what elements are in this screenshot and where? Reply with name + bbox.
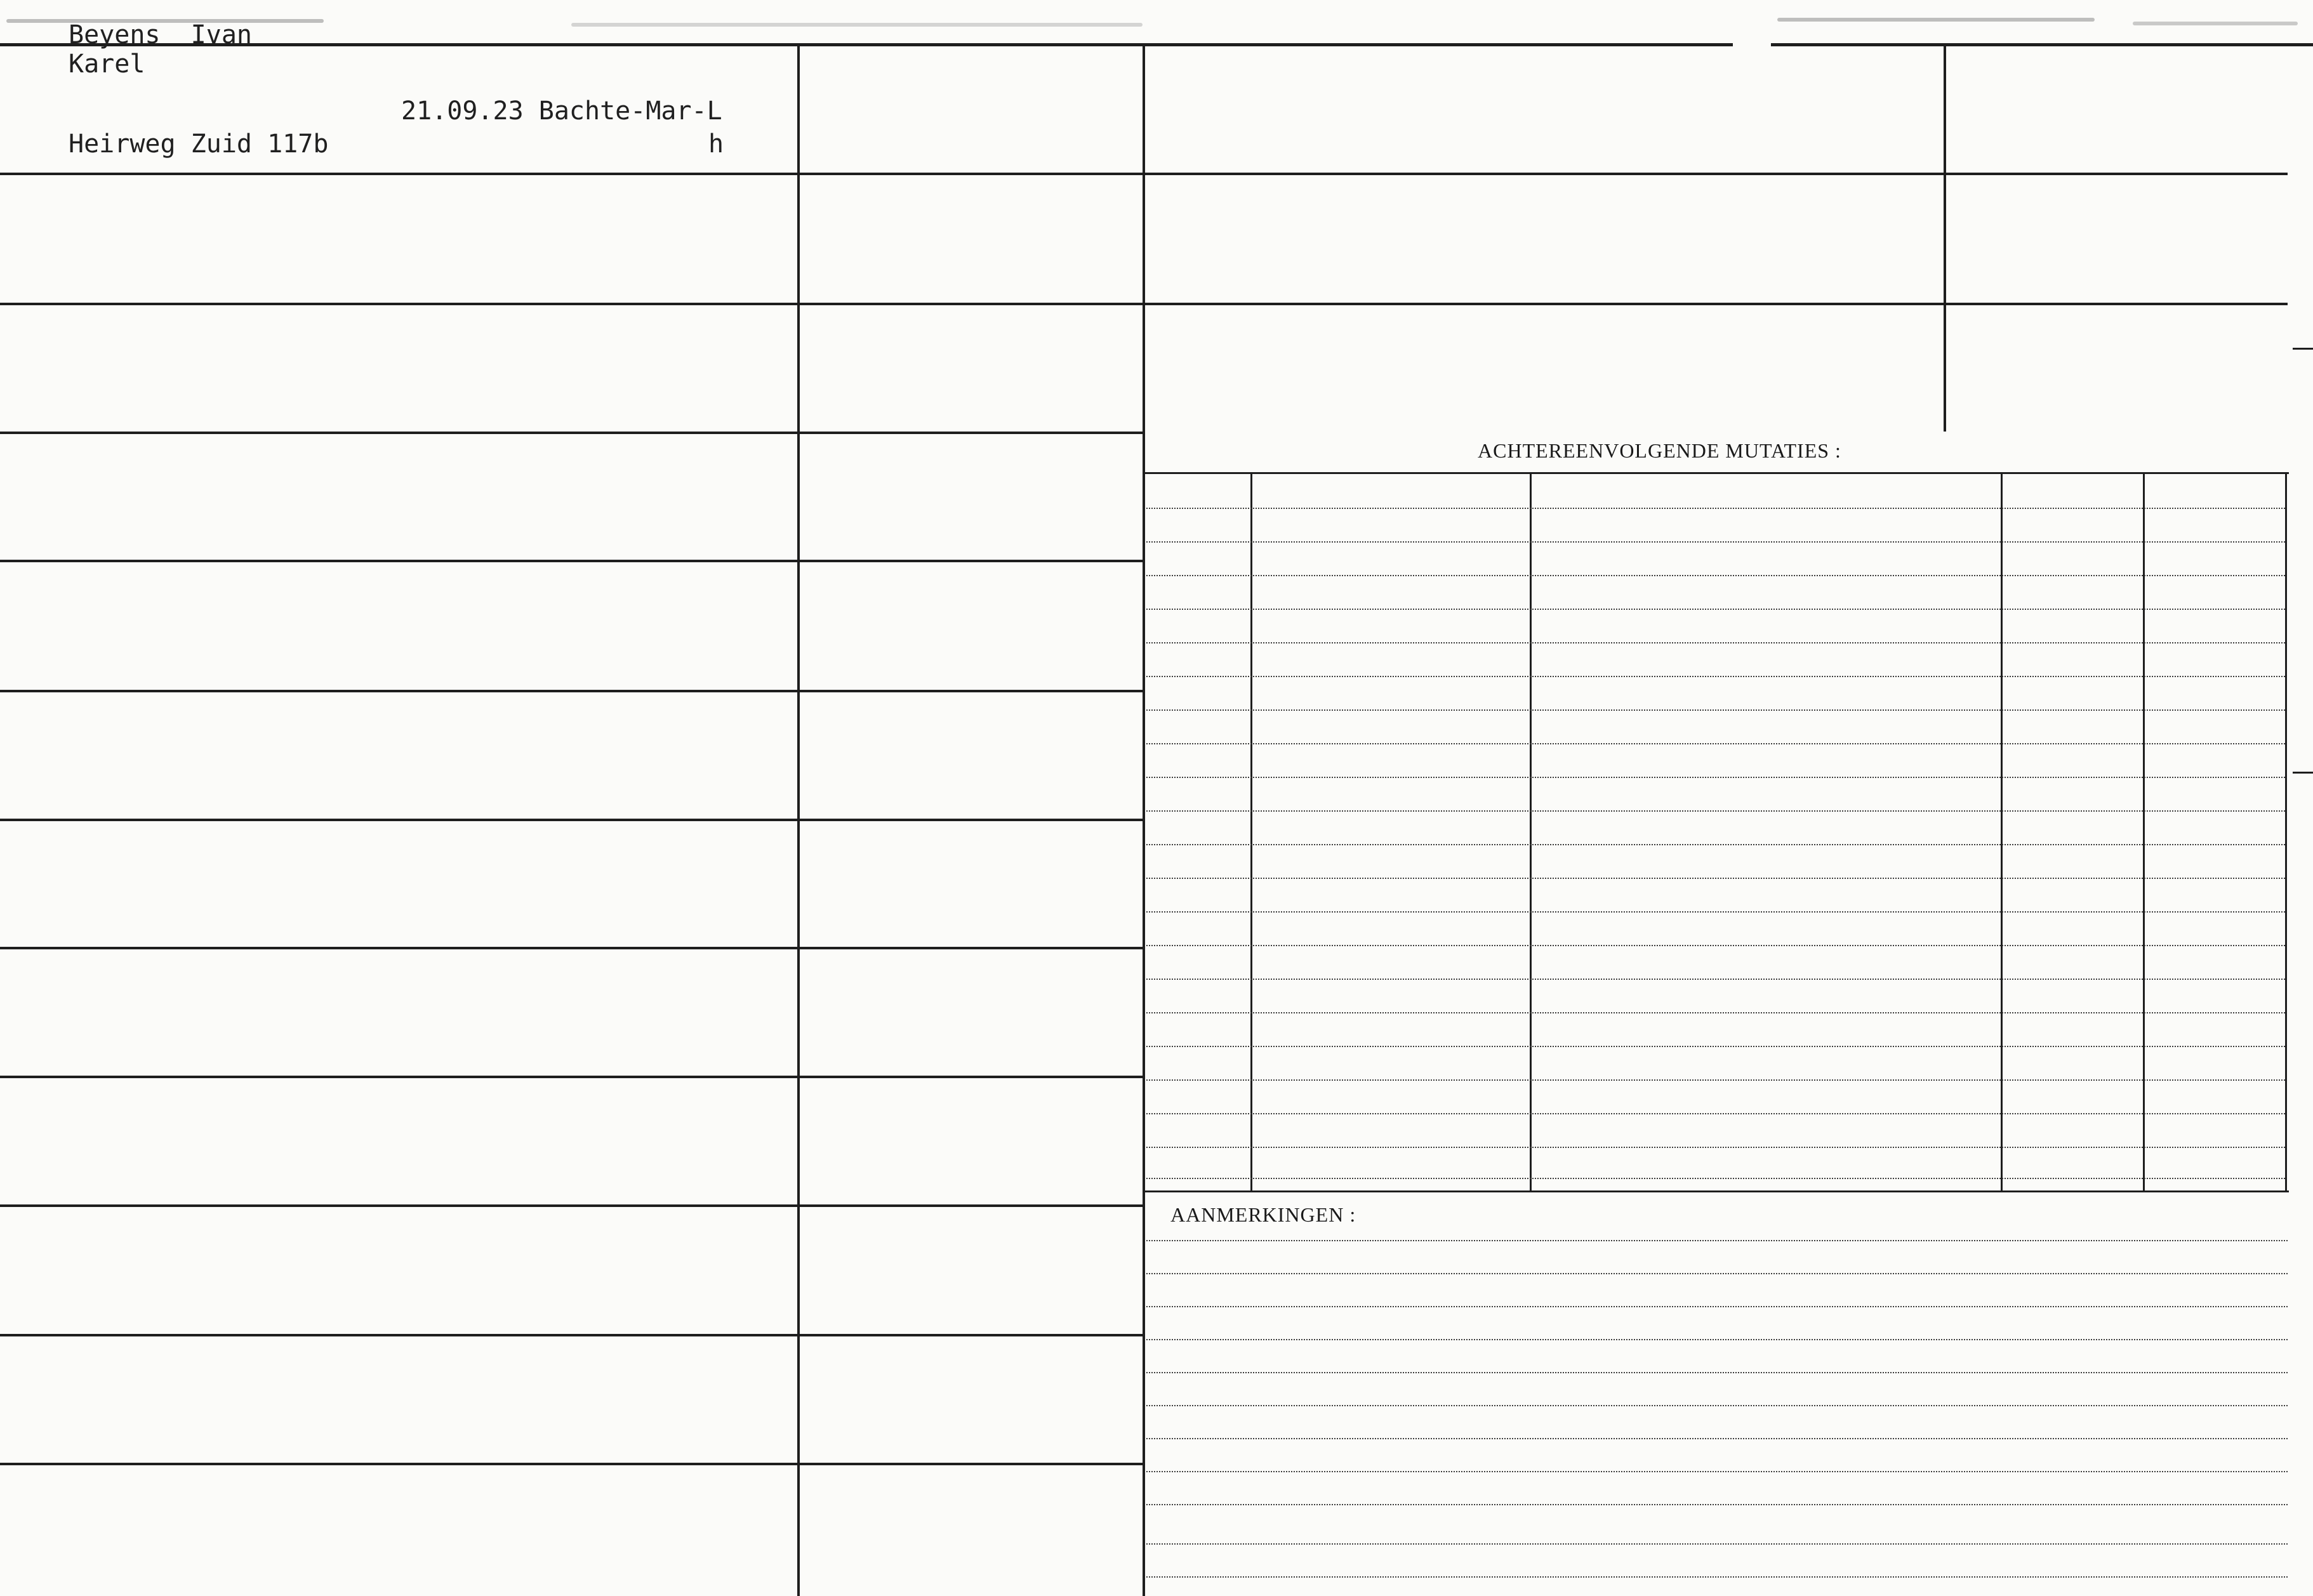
record-birth-date-place: 21.09.23 Bachte-Mar-L	[401, 96, 722, 126]
mutations-ruled-line	[1146, 1178, 2285, 1179]
row-separator	[0, 690, 1144, 692]
mutations-ruled-line	[1146, 810, 2285, 812]
top-rule-right	[1771, 43, 2313, 46]
row-separator	[0, 560, 1144, 562]
record-name-line: Beyens Ivan	[69, 20, 252, 49]
mutations-ruled-line	[1146, 709, 2285, 711]
mutations-top-rule	[1143, 472, 2289, 474]
row-separator	[0, 173, 1144, 175]
mutations-ruled-line	[1146, 1046, 2285, 1047]
remarks-ruled-line	[1146, 1240, 2288, 1241]
remarks-ruled-line	[1146, 1576, 2288, 1578]
mutations-col-divider	[1530, 472, 1532, 1192]
mutations-ruled-line	[1146, 911, 2285, 913]
remarks-ruled-line	[1146, 1339, 2288, 1340]
mutations-right-border	[2285, 472, 2287, 1192]
record-mark: h	[708, 129, 724, 159]
illegible-top-strip	[0, 0, 2313, 46]
mutations-ruled-line	[1146, 1147, 2285, 1148]
record-address: Heirweg Zuid 117b	[69, 129, 329, 159]
row-separator	[0, 432, 1144, 434]
remarks-ruled-line	[1146, 1306, 2288, 1307]
remarks-heading: AANMERKINGEN :	[1170, 1203, 1356, 1226]
row-separator	[0, 947, 1144, 949]
right-row-separator	[1143, 303, 2288, 305]
mutations-ruled-line	[1146, 1079, 2285, 1081]
mutations-ruled-line	[1146, 541, 2285, 543]
mutations-ruled-line	[1146, 1012, 2285, 1013]
remarks-ruled-line	[1146, 1273, 2288, 1274]
mutations-ruled-line	[1146, 609, 2285, 610]
mutations-ruled-line	[1146, 508, 2285, 509]
mutations-ruled-line	[1146, 979, 2285, 980]
row-separator	[0, 1204, 1144, 1207]
record-given-names: Karel	[69, 49, 145, 79]
row-separator	[0, 1463, 1144, 1465]
remarks-ruled-line	[1146, 1438, 2288, 1439]
row-separator	[0, 819, 1144, 821]
mutations-heading: ACHTEREENVOLGENDE MUTATIES :	[1478, 439, 1841, 462]
row-separator	[0, 303, 1144, 305]
mutations-ruled-line	[1146, 945, 2285, 946]
remarks-ruled-line	[1146, 1471, 2288, 1472]
top-rule-left	[0, 43, 1733, 46]
mutations-ruled-line	[1146, 575, 2285, 576]
mutations-ruled-line	[1146, 844, 2285, 845]
mutations-col-divider	[2143, 472, 2145, 1192]
mutations-ruled-line	[1146, 878, 2285, 879]
mutations-ruled-line	[1146, 1113, 2285, 1114]
row-separator	[0, 1334, 1144, 1336]
mutations-ruled-line	[1146, 676, 2285, 677]
remarks-ruled-line	[1146, 1405, 2288, 1406]
mutations-ruled-line	[1146, 642, 2285, 643]
mutations-col-divider	[2001, 472, 2003, 1192]
right-margin-tick	[2293, 772, 2313, 774]
remarks-ruled-line	[1146, 1372, 2288, 1373]
remarks-ruled-line	[1146, 1543, 2288, 1545]
mutations-col-divider	[1250, 472, 1252, 1192]
row-separator	[0, 1076, 1144, 1078]
right-margin-tick	[2293, 348, 2313, 350]
mutations-bottom-rule	[1143, 1190, 2289, 1192]
mutations-ruled-line	[1146, 743, 2285, 744]
remarks-ruled-line	[1146, 1504, 2288, 1505]
right-upper-divider	[1944, 46, 1946, 432]
mutations-ruled-line	[1146, 777, 2285, 778]
right-row-separator	[1143, 173, 2288, 175]
